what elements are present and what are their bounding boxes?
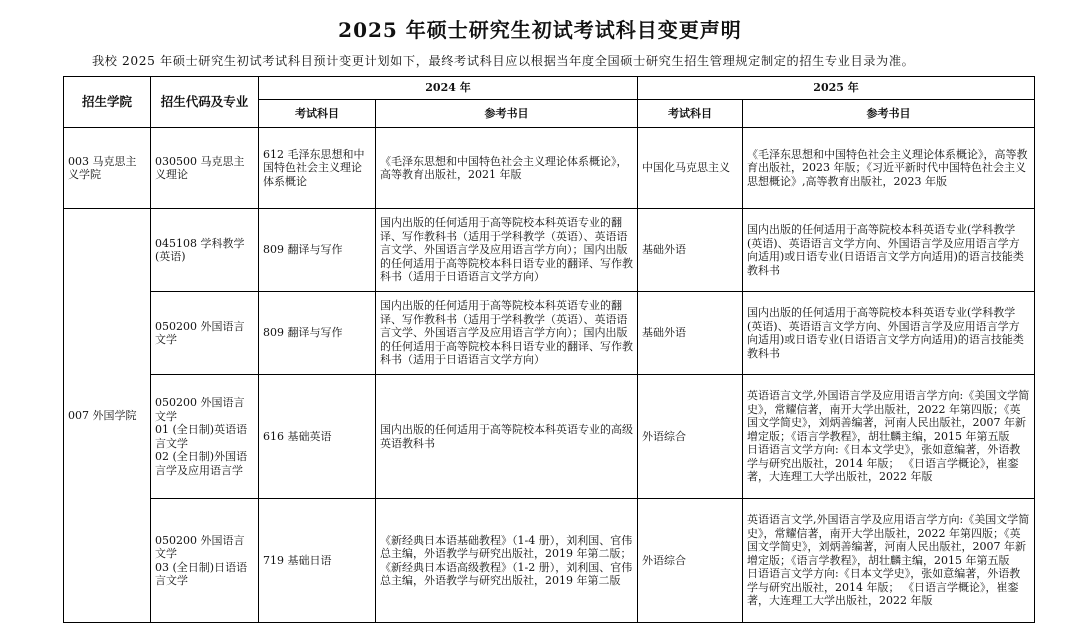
major-cell: 050200 外国语言文学 01 (全日制)英语语言文学 02 (全日制)外国语言学及应用语言学 bbox=[151, 375, 259, 499]
major-cell: 030500 马克思主义理论 bbox=[151, 128, 259, 209]
header-college: 招生学院 bbox=[64, 77, 151, 128]
subject-2025-cell: 中国化马克思主义 bbox=[638, 128, 743, 209]
books-2025-cell: 国内出版的任何适用于高等院校本科英语专业(学科教学(英语)、英语语言文学方向、外国语言学及应用语言学方向适用)或日语专业(日语语言文学方向适用)的语言技能类教科书 bbox=[743, 292, 1035, 375]
subject-2025-cell: 外语综合 bbox=[638, 375, 743, 499]
books-2024-cell: 国内出版的任何适用于高等院校本科英语专业的翻译、写作教科书（适用于学科教学（英语）、英语语言文学、外国语言学及应用语言学方向）；国内出版的任何适用于高等院校本科日语专业的翻译、写作教科书（适用于日语语言文学方向） bbox=[376, 292, 638, 375]
subject-2024-cell: 809 翻译与写作 bbox=[259, 209, 376, 292]
intro-paragraph: 我校 2025 年硕士研究生初试考试科目预计变更计划如下，最终考试科目应以根据当年度全国硕士研究生招生管理规定制定的招生专业目录为准。 bbox=[92, 54, 915, 68]
books-2024-cell: 国内出版的任何适用于高等院校本科英语专业的翻译、写作教科书（适用于学科教学（英语）、英语语言文学、外国语言学及应用语言学方向）；国内出版的任何适用于高等院校本科日语专业的翻译、写作教科书（适用于日语语言文学方向） bbox=[376, 209, 638, 292]
header-books-2024: 参考书目 bbox=[376, 100, 638, 128]
header-major: 招生代码及专业 bbox=[151, 77, 259, 128]
subject-2025-cell: 外语综合 bbox=[638, 499, 743, 623]
subject-change-table bbox=[63, 76, 1035, 623]
table-row bbox=[64, 209, 1035, 292]
header-year-2024: 2024 年 bbox=[259, 77, 638, 100]
header-year-2025: 2025 年 bbox=[638, 77, 1035, 100]
subject-2025-cell: 基础外语 bbox=[638, 209, 743, 292]
major-cell: 050200 外国语言文学 03 (全日制)日语语言文学 bbox=[151, 499, 259, 623]
books-2025-cell: 《毛泽东思想和中国特色社会主义理论体系概论》，高等教育出版社，2023 年版；《习近平新时代中国特色社会主义思想概论》,高等教育出版社，2023 年版 bbox=[743, 128, 1035, 209]
major-cell: 045108 学科教学(英语) bbox=[151, 209, 259, 292]
college-cell: 003 马克思主义学院 bbox=[64, 128, 151, 209]
header-books-2025: 参考书目 bbox=[743, 100, 1035, 128]
books-2024-cell: 国内出版的任何适用于高等院校本科英语专业的高级英语教科书 bbox=[376, 375, 638, 499]
table-row bbox=[64, 128, 1035, 209]
table-row bbox=[64, 292, 1035, 375]
books-2025-cell: 英语语言文学,外国语言学及应用语言学方向:《美国文学简史》，常耀信著，南开大学出版社，2022 年第四版；《英国文学简史》，刘炳善编著，河南人民出版社，2007 年新增定版；《语言学教程》，胡壮麟主编，2015 年第五版 日语语言文学方向:《日本文学史》，张如意编著，外语教学与研究出版社，2014 年版； 《日语言学概论》，崔銮著，大连理工大学出版社，2022 年版 bbox=[743, 499, 1035, 623]
subject-2024-cell: 616 基础英语 bbox=[259, 375, 376, 499]
subject-2025-cell: 基础外语 bbox=[638, 292, 743, 375]
books-2024-cell: 《毛泽东思想和中国特色社会主义理论体系概论》，高等教育出版社，2021 年版 bbox=[376, 128, 638, 209]
subject-2024-cell: 719 基础日语 bbox=[259, 499, 376, 623]
header-subject-2025: 考试科目 bbox=[638, 100, 743, 128]
books-2025-cell: 国内出版的任何适用于高等院校本科英语专业(学科教学(英语)、英语语言文学方向、外国语言学及应用语言学方向适用)或日语专业(日语语言文学方向适用)的语言技能类教科书 bbox=[743, 209, 1035, 292]
college-cell: 007 外国学院 bbox=[64, 209, 151, 623]
subject-2024-cell: 809 翻译与写作 bbox=[259, 292, 376, 375]
books-2025-cell: 英语语言文学,外国语言学及应用语言学方向:《美国文学简史》，常耀信著，南开大学出版社，2022 年第四版；《英国文学简史》，刘炳善编著，河南人民出版社，2007 年新增定版；《语言学教程》，胡壮麟主编，2015 年第五版 日语语言文学方向:《日本文学史》，张如意编著，外语教学与研究出版社，2014 年版； 《日语言学概论》，崔銮著，大连理工大学出版社，2022 年版 bbox=[743, 375, 1035, 499]
page-title: 2025 年硕士研究生初试考试科目变更声明 bbox=[338, 18, 742, 42]
header-subject-2024: 考试科目 bbox=[259, 100, 376, 128]
subject-2024-cell: 612 毛泽东思想和中国特色社会主义理论体系概论 bbox=[259, 128, 376, 209]
table-row bbox=[64, 375, 1035, 499]
books-2024-cell: 《新经典日本语基础教程》（1-4 册），刘利国、官伟总主编，外语教学与研究出版社，2019 年第二版；《新经典日本语高级教程》（1-2 册），刘利国、官伟总主编，外语教学与研究出版社，2019 年第二版 bbox=[376, 499, 638, 623]
major-cell: 050200 外国语言文学 bbox=[151, 292, 259, 375]
table-row bbox=[64, 499, 1035, 623]
